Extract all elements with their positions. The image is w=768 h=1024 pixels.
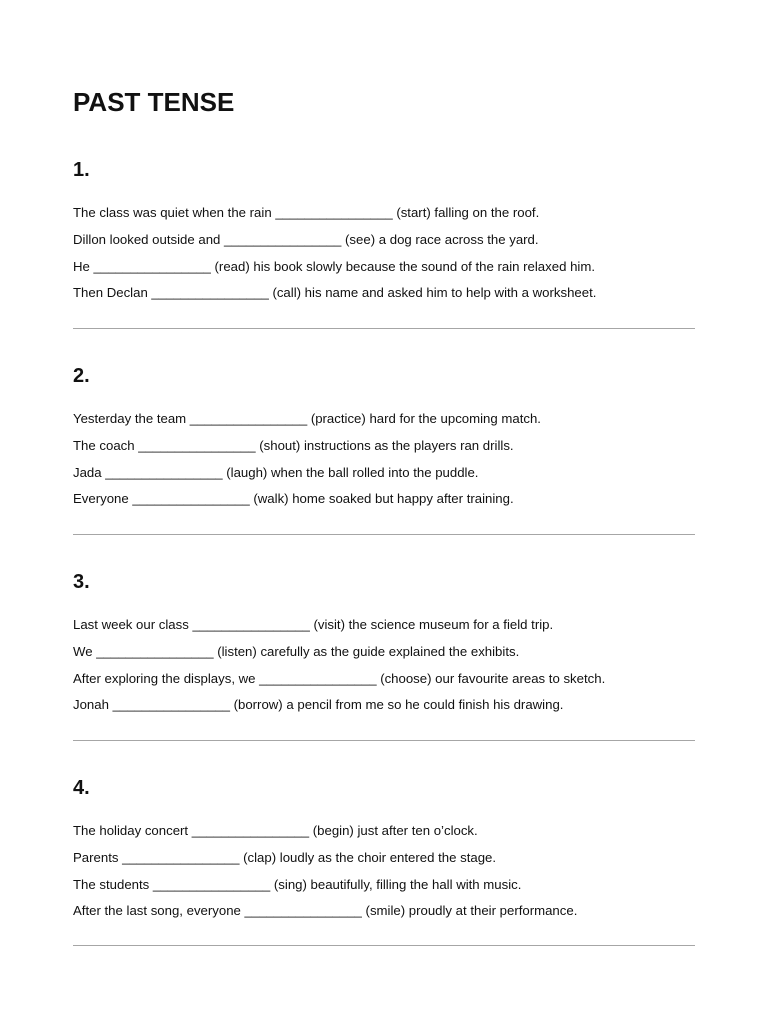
sentence-line: Yesterday the team ________________ (practice) hard for the upcoming match.	[73, 411, 541, 426]
sentence-line: He ________________ (read) his book slowly because the sound of the rain relaxed him.	[73, 258, 595, 274]
sentence-line: After the last song, everyone ________________ (smile) proudly at their performance.	[73, 903, 578, 919]
sentence-line: Parents ________________ (clap) loudly as the choir entered the stage.	[73, 849, 497, 865]
section-number: 4.	[73, 777, 90, 799]
sentence-line: Last week our class ________________ (visit) the science museum for a field trip.	[73, 617, 554, 632]
sentence-line: The holiday concert ________________ (begin) just after ten o’clock.	[73, 823, 478, 838]
sentence-line: After exploring the displays, we ________________ (choose) our favourite areas to sketch.	[73, 670, 606, 686]
sentence-list	[73, 822, 695, 929]
page-title: PAST TENSE	[73, 87, 235, 117]
section-divider	[73, 945, 695, 946]
section-divider	[73, 328, 695, 329]
section-number: 2.	[73, 365, 90, 387]
sentence-list	[73, 410, 695, 517]
sentence-line: Everyone ________________ (walk) home soaked but happy after training.	[73, 491, 514, 507]
sentence-line: Jonah ________________ (borrow) a pencil from me so he could finish his drawing.	[73, 697, 564, 713]
sentence-list	[73, 616, 695, 723]
sentence-list	[73, 204, 695, 311]
sentence-line: We ________________ (listen) carefully as the guide explained the exhibits.	[73, 643, 520, 659]
section-number: 1.	[73, 159, 90, 181]
sentence-line: The class was quiet when the rain ________________ (start) falling on the roof.	[73, 205, 540, 220]
section-divider	[73, 740, 695, 741]
sentence-line: Jada ________________ (laugh) when the ball rolled into the puddle.	[73, 464, 479, 480]
sentence-line: Then Declan ________________ (call) his name and asked him to help with a worksheet.	[73, 285, 597, 301]
section-number: 3.	[73, 571, 90, 593]
sentence-line: The coach ________________ (shout) instructions as the players ran drills.	[73, 437, 514, 453]
section-divider	[73, 534, 695, 535]
sentence-line: Dillon looked outside and ________________ (see) a dog race across the yard.	[73, 231, 539, 247]
sentence-line: The students ________________ (sing) beautifully, filling the hall with music.	[73, 876, 522, 892]
